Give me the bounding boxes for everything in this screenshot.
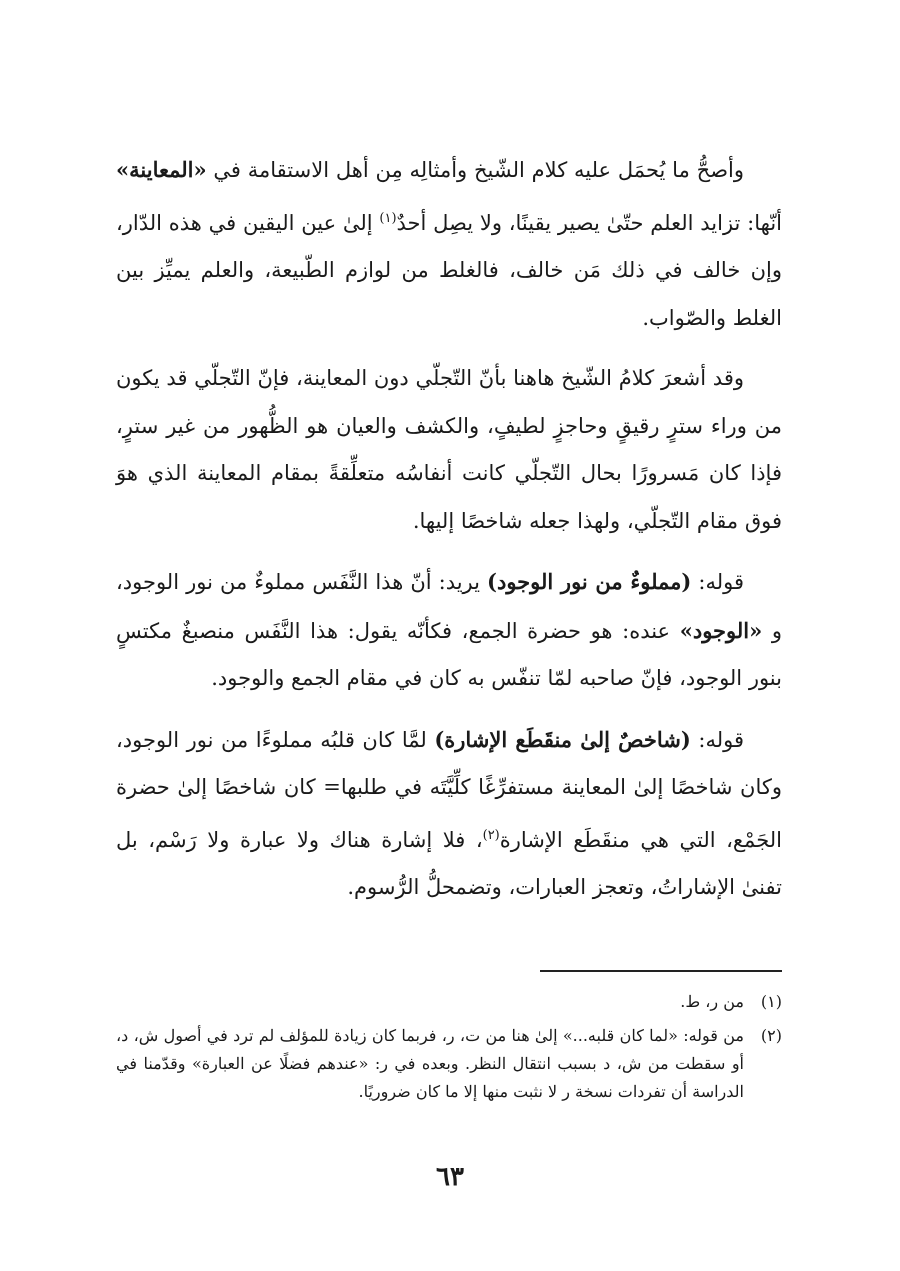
text-span: يريد: أنّ هذا النَّفَس مملوءٌ من نور الوجود، و: [116, 570, 782, 643]
text-span: ، فلا إشارة هناك ولا عبارة ولا رَسْم، بل تفنىٰ الإشاراتُ، وتعجز العبارات، وتضمحلُّ الرُّسوم.: [116, 827, 782, 899]
paragraph: [116, 146, 782, 342]
main-text: [116, 146, 782, 925]
footnote: [116, 1022, 782, 1106]
footnote-marker: (٢): [482, 827, 500, 843]
footnote-text: من ر، ط.: [680, 992, 744, 1011]
footnote-marker: (١): [379, 210, 397, 226]
text-span: قوله:: [691, 570, 745, 594]
text-span: وأصحُّ ما يُحمَل عليه كلام الشّيخ وأمثالِه مِن أهل الاستقامة في: [206, 158, 744, 182]
bold-quote: (مملوءٌ من نور الوجود): [487, 569, 692, 594]
bold-quote: (شاخصٌ إلىٰ منقَطَع الإشارة): [434, 726, 691, 752]
text-span: عنده: هو حضرة الجمع، فكأنّه يقول: هذا النَّفَس منصبغٌ مكتسٍ بنور الوجود، فإنّ صاحبه لمّا تنفّس به كان في مقام الجمع والوجود.: [116, 618, 782, 690]
footnotes: [116, 988, 782, 1112]
footnote-separator: [540, 970, 782, 972]
page-number: ٦٣: [436, 1162, 464, 1192]
bold-quote: «الوجود»: [679, 617, 763, 643]
footnote: [116, 988, 782, 1016]
footnote-text: من قوله: «لما كان قلبه...» إلىٰ هنا من ت، ر، فربما كان زيادة للمؤلف لم ترد في أصول ش، د، أو سقطت من ش، د بسبب انتقال النظر. وبعده في ر: «عندهم فضلًا عن العبارة» وقدّمنا في الدراسة أن تفردات نسخة ر لا نثبت منها إلا ما كان ضروريًا.: [116, 1026, 744, 1101]
text-span: أنّها: تزايد العلم حتّىٰ يصير يقينًا، ولا يصِل أحدٌ: [396, 210, 782, 235]
text-span: قوله:: [690, 727, 744, 752]
paragraph: [116, 716, 782, 912]
text-span: إلىٰ عين اليقين في هذه الدّار، وإن خالف في ذلك مَن خالف، فالغلط من لوازم الطّبيعة، والعلم يميِّز بين الغلط والصّواب.: [116, 210, 782, 330]
paragraph: [116, 558, 782, 703]
text-span: لمَّا كان قلبُه مملوءًا من نور الوجود، وكان شاخصًا إلىٰ المعاينة مستفرِّغًا كلِّيَّتَه في طلبها= كان شاخصًا إلىٰ حضرة الجَمْع، التي هي منقَطَع الإشارة: [116, 727, 782, 852]
footnote-number: (٢): [760, 1026, 782, 1045]
bold-quote: «المعاينة»: [116, 157, 207, 182]
text-span: وقد أشعرَ كلامُ الشّيخ هاهنا بأنّ التّجلّي دون المعاينة، فإنّ التّجلّي قد يكون من وراء سترٍ رقيقٍ وحاجزٍ لطيفٍ، والكشف والعيان هو الظُّهور من غير سترٍ، فإذا كان مَسرورًا بحال التّجلّي كانت أنفاسُه متعلِّقةً بمقام المعاينة الذي هوَ فوق مقام التّجلّي، ولهذا جعله شاخصًا إليها.: [116, 366, 782, 533]
footnote-number: (١): [760, 992, 782, 1011]
paragraph: [116, 355, 782, 545]
